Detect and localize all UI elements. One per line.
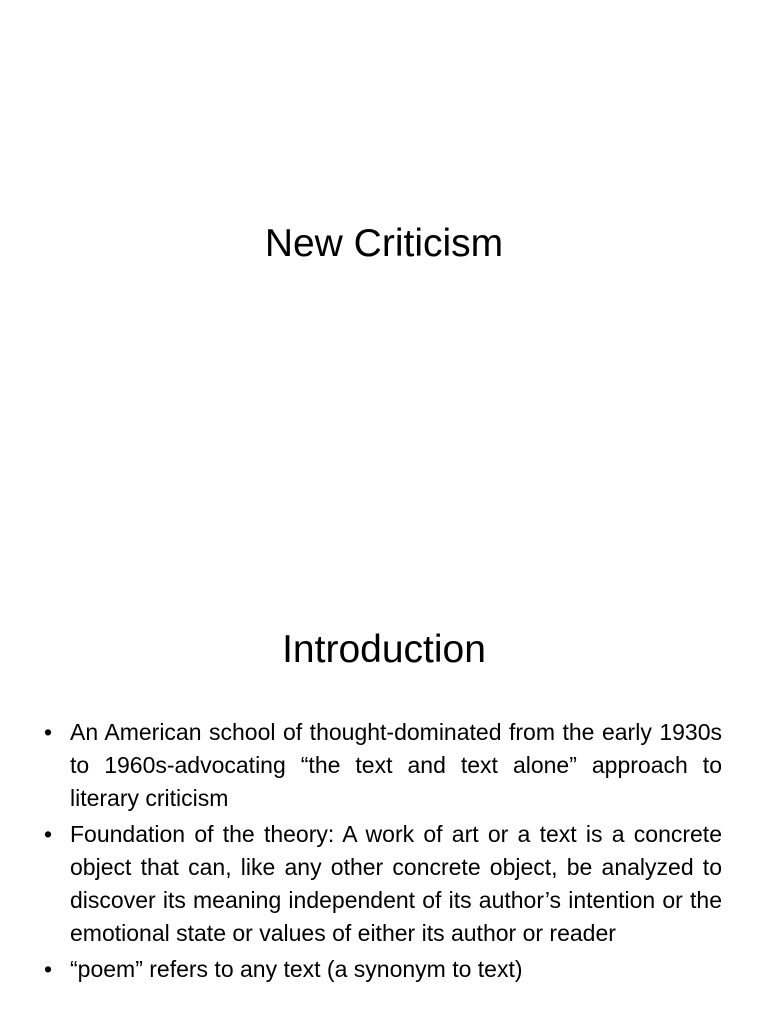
slide-heading: Introduction bbox=[282, 628, 486, 671]
introduction-slide bbox=[0, 576, 768, 1024]
bullet-list bbox=[44, 716, 722, 989]
bullet-text: An American school of thought-dominated from the early 1930s to 1960s-advocating “the text and text alone” approach to literary criticism bbox=[70, 719, 722, 811]
bullet-text: Foundation of the theory: A work of art or a text is a concrete object that can, like any other concrete object, be analyzed to discover its meaning independent of its author’s intention or the emotional state or values of either its author or reader bbox=[70, 821, 722, 946]
bullet-icon: • bbox=[44, 821, 53, 847]
bullet-icon: • bbox=[44, 719, 53, 745]
bullet-item bbox=[44, 818, 722, 950]
bullet-item bbox=[44, 953, 722, 986]
slide-title: New Criticism bbox=[264, 222, 504, 265]
bullet-text: “poem” refers to any text (a synonym to text) bbox=[70, 956, 523, 982]
bullet-icon: • bbox=[44, 956, 53, 982]
bullet-item bbox=[44, 716, 722, 815]
